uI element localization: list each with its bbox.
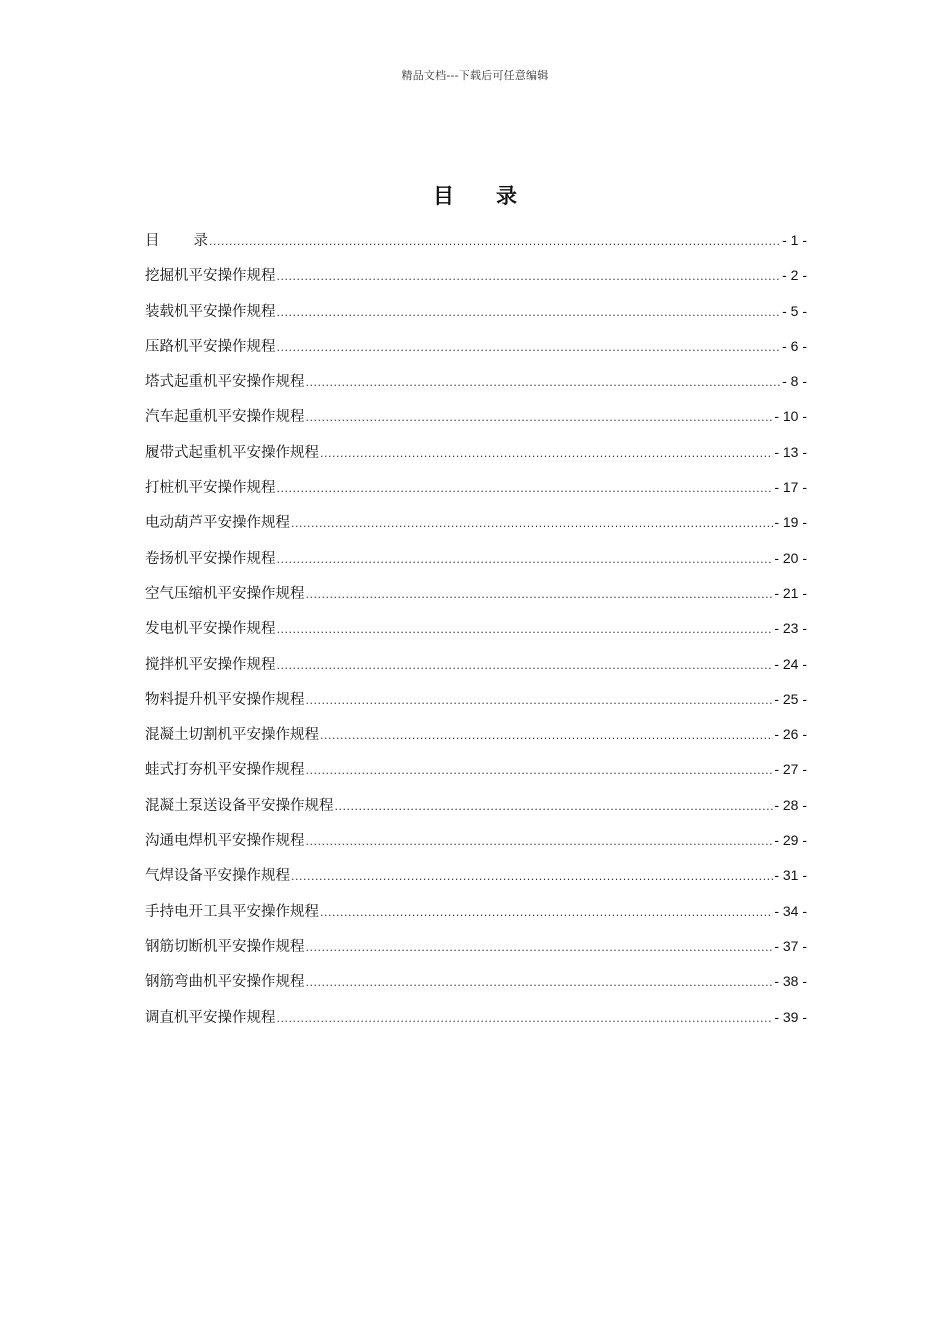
toc-entry-label[interactable]: 履带式起重机平安操作规程 (145, 444, 319, 461)
toc-entry-label[interactable]: 混凝土切割机平安操作规程 (145, 727, 319, 744)
toc-dot-leader (306, 930, 774, 965)
toc-entry[interactable] (145, 929, 807, 964)
toc-title-right: 录 (496, 183, 517, 208)
toc-dot-leader (277, 471, 774, 506)
toc-entry[interactable] (145, 682, 807, 717)
toc-entry-page: - 31 - (774, 867, 807, 884)
toc-entry-page: - 10 - (774, 408, 807, 425)
toc-entry[interactable] (145, 788, 807, 823)
toc-entry-page: - 13 - (774, 443, 807, 460)
toc-entry-page: - 23 - (774, 620, 807, 637)
toc-entry-label[interactable]: 搅拌机平安操作规程 (145, 656, 276, 673)
toc-dot-leader (306, 753, 774, 788)
toc-entry[interactable] (145, 470, 807, 505)
toc-entry[interactable] (145, 258, 807, 293)
page-header-note: 精品文档---下载后可任意编辑 (401, 69, 549, 82)
toc-entry-label[interactable]: 汽车起重机平安操作规程 (145, 409, 305, 426)
toc-entry-label[interactable]: 塔式起重机平安操作规程 (145, 374, 305, 391)
toc-dot-leader (306, 965, 774, 1000)
toc-entry-label[interactable]: 挖掘机平安操作规程 (145, 268, 276, 285)
toc-entry-label[interactable]: 手持电开工具平安操作规程 (145, 903, 319, 920)
toc-entry-page: - 6 - (782, 337, 807, 354)
toc-entry-label[interactable]: 混凝土泵送设备平安操作规程 (145, 797, 334, 814)
toc-dot-leader (335, 789, 774, 824)
toc-dot-leader (320, 895, 773, 930)
toc-entry-page: - 29 - (774, 832, 807, 849)
toc-entry-page: - 28 - (774, 796, 807, 813)
toc-entry-label[interactable]: 钢筋弯曲机平安操作规程 (145, 974, 305, 991)
toc-list (145, 223, 807, 1035)
toc-entry[interactable] (145, 858, 807, 893)
toc-entry[interactable] (145, 717, 807, 752)
toc-dot-leader (277, 295, 782, 330)
toc-entry-page: - 5 - (782, 302, 807, 319)
toc-entry-label[interactable]: 打桩机平安操作规程 (145, 480, 276, 497)
toc-entry[interactable] (145, 1000, 807, 1035)
toc-entry-label[interactable]: 物料提升机平安操作规程 (145, 691, 305, 708)
toc-title (0, 180, 950, 210)
toc-entry-label[interactable]: 沟通电焊机平安操作规程 (145, 833, 305, 850)
toc-entry-page: - 17 - (774, 479, 807, 496)
toc-dot-leader (277, 259, 782, 294)
toc-entry[interactable] (145, 894, 807, 929)
toc-entry[interactable] (145, 505, 807, 540)
toc-entry-label[interactable]: 蛙式打夯机平安操作规程 (145, 762, 305, 779)
toc-entry-page: - 27 - (774, 761, 807, 778)
toc-entry-label[interactable]: 气焊设备平安操作规程 (145, 868, 290, 885)
toc-entry[interactable] (145, 541, 807, 576)
toc-entry-contents[interactable] (145, 223, 807, 258)
toc-entry-label[interactable]: 卷扬机平安操作规程 (145, 550, 276, 567)
toc-dot-leader (306, 683, 774, 718)
toc-entry-page: - 34 - (774, 902, 807, 919)
toc-entry-page: - 39 - (774, 1008, 807, 1025)
toc-entry-label[interactable]: 装载机平安操作规程 (145, 303, 276, 320)
toc-entry[interactable] (145, 399, 807, 434)
toc-dot-leader (291, 506, 773, 541)
toc-entry[interactable] (145, 647, 807, 682)
toc-dot-leader (277, 542, 774, 577)
toc-entry-page: - 20 - (774, 549, 807, 566)
toc-entry-label[interactable]: 压路机平安操作规程 (145, 338, 276, 355)
toc-entry-page: - 2 - (782, 267, 807, 284)
toc-entry[interactable] (145, 823, 807, 858)
toc-dot-leader (320, 436, 773, 471)
toc-dot-leader (291, 859, 773, 894)
toc-entry-label-right: 录 (193, 233, 208, 249)
toc-entry-label-left: 目 (145, 233, 160, 249)
toc-dot-leader (277, 648, 774, 683)
toc-entry-page: - 19 - (774, 514, 807, 531)
toc-entry-page: - 38 - (774, 973, 807, 990)
toc-entry[interactable] (145, 294, 807, 329)
toc-entry-page: - 25 - (774, 690, 807, 707)
toc-dot-leader (306, 365, 782, 400)
toc-entry-page: - 24 - (774, 655, 807, 672)
toc-entry[interactable] (145, 329, 807, 364)
toc-dot-leader (209, 224, 781, 259)
toc-entry[interactable] (145, 752, 807, 787)
toc-entry-page: - 26 - (774, 726, 807, 743)
toc-entry-label[interactable]: 空气压缩机平安操作规程 (145, 585, 305, 602)
toc-dot-leader (277, 1001, 774, 1036)
toc-entry-page: - 1 - (782, 232, 807, 248)
toc-entry[interactable] (145, 611, 807, 646)
toc-entry-label[interactable]: 调直机平安操作规程 (145, 1009, 276, 1026)
toc-entry[interactable] (145, 364, 807, 399)
toc-entry-page: - 8 - (782, 373, 807, 390)
toc-dot-leader (277, 612, 774, 647)
toc-dot-leader (306, 577, 774, 612)
toc-dot-leader (306, 400, 774, 435)
toc-dot-leader (320, 718, 773, 753)
toc-entry-label[interactable] (145, 224, 208, 259)
toc-entry-page: - 37 - (774, 937, 807, 954)
toc-entry[interactable] (145, 435, 807, 470)
toc-dot-leader (277, 330, 782, 365)
toc-entry[interactable] (145, 576, 807, 611)
toc-entry[interactable] (145, 964, 807, 999)
toc-entry-label[interactable]: 钢筋切断机平安操作规程 (145, 938, 305, 955)
toc-entry-label[interactable]: 发电机平安操作规程 (145, 621, 276, 638)
toc-dot-leader (306, 824, 774, 859)
toc-entry-label[interactable]: 电动葫芦平安操作规程 (145, 515, 290, 532)
toc-title-left: 目 (433, 183, 454, 208)
toc-entry-page: - 21 - (774, 584, 807, 601)
